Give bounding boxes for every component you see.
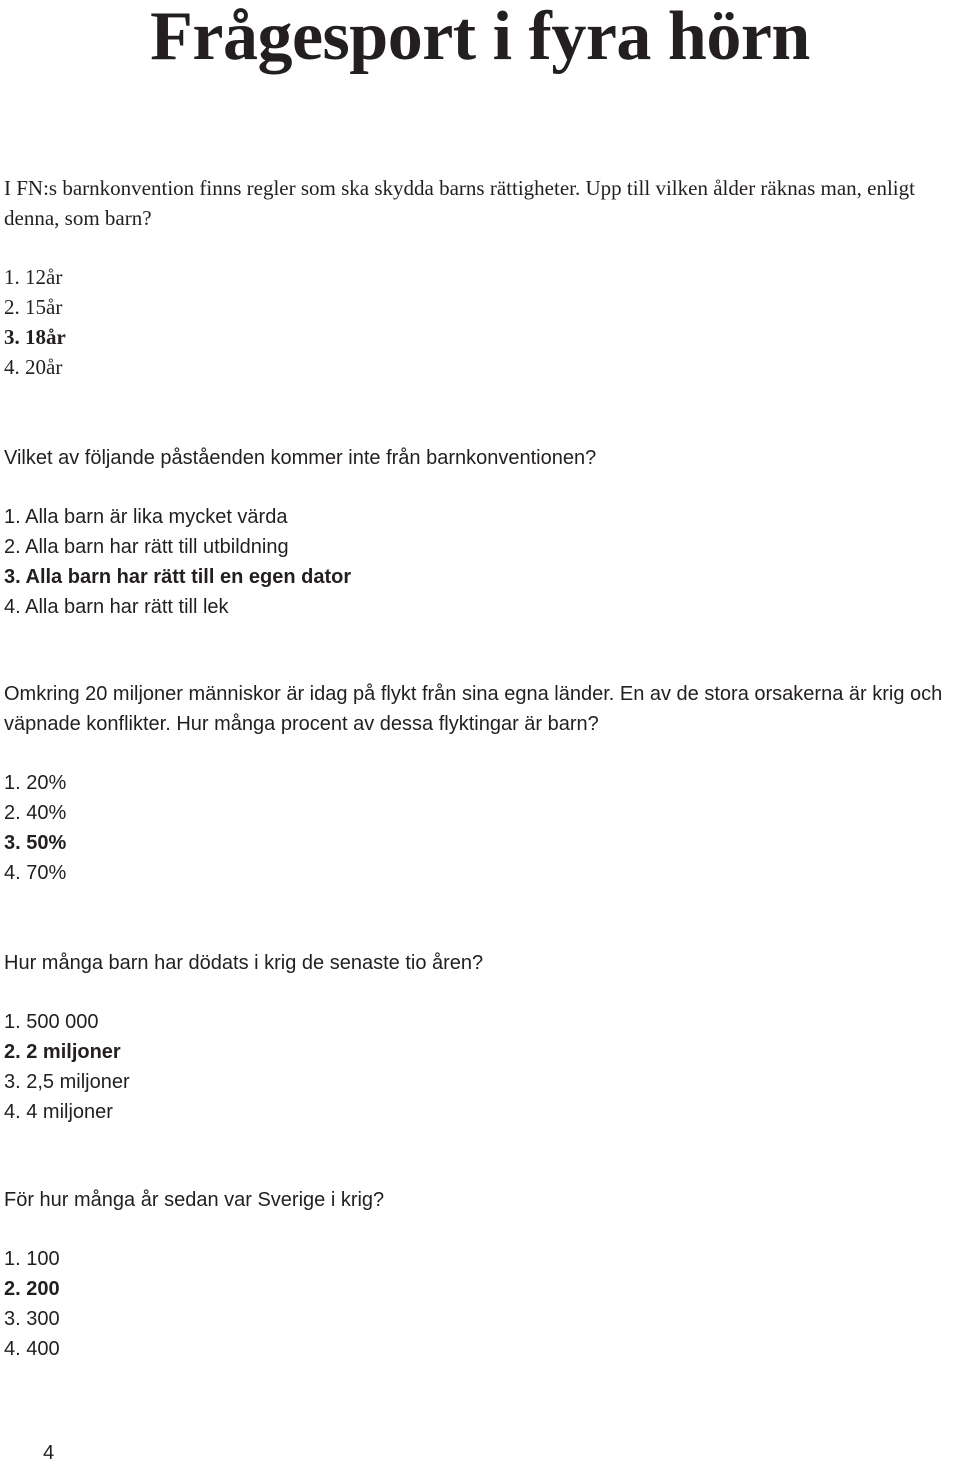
answer-option: 2. 40% bbox=[4, 802, 67, 824]
question-text: Vilket av följande påståenden kommer inte från barnkonventionen? bbox=[4, 447, 597, 469]
answer-option: 4. Alla barn har rätt till lek bbox=[4, 596, 229, 618]
question-block-2 bbox=[4, 443, 904, 622]
answer-option: 4. 70% bbox=[4, 862, 67, 884]
answer-option: 2. Alla barn har rätt till utbildning bbox=[4, 536, 289, 558]
page-number: 4 bbox=[43, 1442, 55, 1464]
answer-options bbox=[4, 1007, 904, 1127]
question-text: Hur många barn har dödats i krig de senaste tio åren? bbox=[4, 952, 484, 974]
question-block-3 bbox=[4, 679, 954, 888]
question-block-4 bbox=[4, 948, 904, 1127]
answer-option-correct: 3. Alla barn har rätt till en egen dator bbox=[4, 566, 352, 588]
answer-option: 4. 400 bbox=[4, 1338, 60, 1360]
question-block-1 bbox=[4, 173, 960, 382]
answer-options bbox=[4, 502, 904, 622]
answer-option-correct: 2. 200 bbox=[4, 1278, 60, 1300]
answer-options bbox=[4, 768, 954, 888]
answer-option: 1. Alla barn är lika mycket värda bbox=[4, 506, 288, 528]
question-text: I FN:s barnkonvention finns regler som ska skydda barns rättigheter. Upp till vilken ålder räknas man, enligt denna, som barn? bbox=[4, 176, 915, 230]
question-text: För hur många år sedan var Sverige i krig? bbox=[4, 1189, 385, 1211]
question-text: Omkring 20 miljoner människor är idag på flykt från sina egna länder. En av de stora orsakerna är krig och väpnade konflikter. Hur många procent av dessa flyktingar är barn? bbox=[4, 683, 943, 735]
answer-option: 3. 2,5 miljoner bbox=[4, 1071, 130, 1093]
answer-option: 1. 20% bbox=[4, 772, 67, 794]
answer-option-correct: 3. 18år bbox=[4, 325, 66, 349]
answer-option: 1. 100 bbox=[4, 1248, 60, 1270]
answer-options bbox=[4, 262, 960, 382]
answer-option: 2. 15år bbox=[4, 295, 63, 319]
question-block-5 bbox=[4, 1185, 904, 1364]
answer-options bbox=[4, 1244, 904, 1364]
answer-option: 4. 4 miljoner bbox=[4, 1101, 113, 1123]
answer-option: 1. 12år bbox=[4, 265, 63, 289]
answer-option: 3. 300 bbox=[4, 1308, 60, 1330]
page-title: Frågesport i fyra hörn bbox=[150, 0, 810, 75]
answer-option: 4. 20år bbox=[4, 355, 63, 379]
answer-option-correct: 2. 2 miljoner bbox=[4, 1041, 121, 1063]
answer-option: 1. 500 000 bbox=[4, 1011, 99, 1033]
answer-option-correct: 3. 50% bbox=[4, 832, 67, 854]
